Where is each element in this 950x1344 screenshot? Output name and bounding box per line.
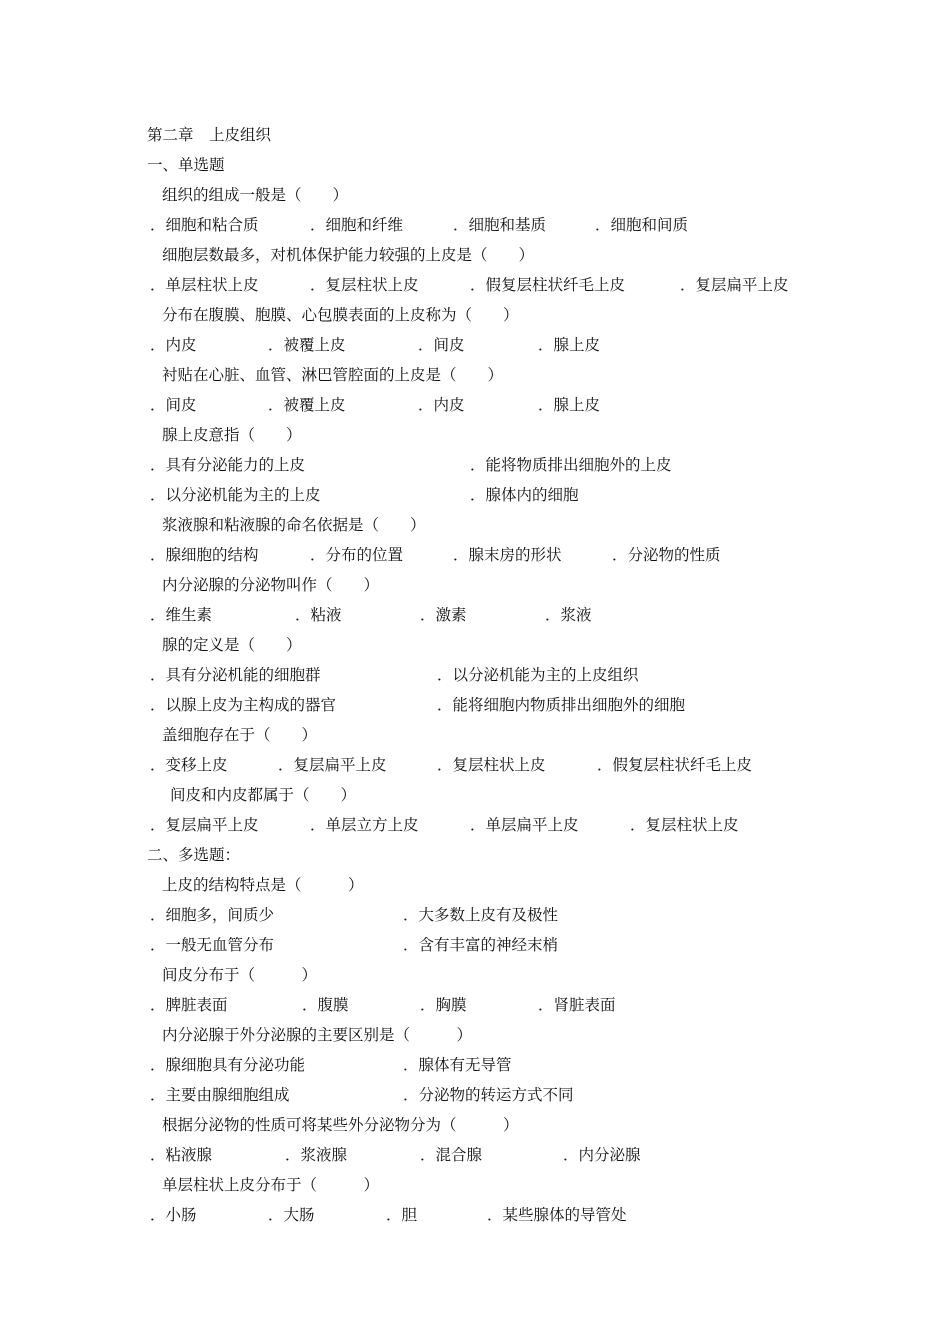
question-stem: 浆液腺和粘液腺的命名依据是（ ）	[162, 516, 426, 534]
option-b: ．大多数上皮有及极性	[403, 906, 559, 924]
option-b: ．能将物质排出细胞外的上皮	[470, 456, 672, 474]
option-c: ．单层扁平上皮	[470, 816, 579, 834]
option-row	[0, 660, 950, 690]
option-row	[0, 750, 950, 780]
option-row	[0, 990, 950, 1020]
option-d: ．某些腺体的导管处	[487, 1206, 627, 1224]
option-d: ．腺上皮	[538, 336, 601, 354]
option-c: ．胆	[386, 1206, 418, 1224]
option-row	[0, 270, 950, 300]
option-a: ．小肠	[150, 1206, 197, 1224]
option-row	[0, 930, 950, 960]
option-d: ．细胞和间质	[595, 216, 689, 234]
option-b: ．腹膜	[302, 996, 349, 1014]
section-heading-multiple-choice: 二、多选题：	[147, 846, 241, 864]
option-row	[0, 480, 950, 510]
option-b: ．单层立方上皮	[310, 816, 419, 834]
option-c: ．以腺上皮为主构成的器官	[150, 696, 337, 714]
option-row	[0, 540, 950, 570]
option-b: ．分布的位置	[310, 546, 404, 564]
option-a: ．脾脏表面	[150, 996, 228, 1014]
option-a: ．单层柱状上皮	[150, 276, 259, 294]
option-a: ．具有分泌能力的上皮	[150, 456, 306, 474]
option-b: ．复层扁平上皮	[278, 756, 387, 774]
option-c: ．一般无血管分布	[150, 936, 275, 954]
chapter-title: 第二章 上皮组织	[147, 126, 272, 144]
option-c: ．激素	[420, 606, 467, 624]
option-c: ．内皮	[418, 396, 465, 414]
option-row	[0, 450, 950, 480]
option-d: ．假复层柱状纤毛上皮	[597, 756, 753, 774]
option-c: ．主要由腺细胞组成	[150, 1086, 290, 1104]
option-a: ．腺细胞具有分泌功能	[150, 1056, 306, 1074]
option-a: ．维生素	[150, 606, 213, 624]
option-d: ．内分泌腺	[563, 1146, 641, 1164]
question-stem: 腺上皮意指（ ）	[162, 426, 302, 444]
option-b: ．大肠	[268, 1206, 315, 1224]
option-c: ．复层柱状上皮	[437, 756, 546, 774]
option-c: ．腺末房的形状	[453, 546, 562, 564]
question-stem: 腺的定义是（ ）	[162, 636, 302, 654]
option-a: ．间皮	[150, 396, 197, 414]
option-d: ．肾脏表面	[538, 996, 616, 1014]
option-b: ．浆液腺	[285, 1146, 348, 1164]
question-stem: 上皮的结构特点是（ ）	[162, 876, 364, 894]
option-d: ．浆液	[545, 606, 592, 624]
option-row	[0, 600, 950, 630]
option-a: ．具有分泌机能的细胞群	[150, 666, 321, 684]
option-row	[0, 900, 950, 930]
option-c: ．细胞和基质	[453, 216, 547, 234]
option-a: ．粘液腺	[150, 1146, 213, 1164]
option-b: ．腺体有无导管	[403, 1056, 512, 1074]
question-stem: 细胞层数最多，对机体保护能力较强的上皮是（ ）	[162, 246, 535, 264]
question-stem: 根据分泌物的性质可将某些外分泌物分为（ ）	[162, 1116, 519, 1134]
option-d: ．腺上皮	[538, 396, 601, 414]
question-stem: 内分泌腺于外分泌腺的主要区别是（ ）	[162, 1026, 473, 1044]
option-b: ．以分泌机能为主的上皮组织	[437, 666, 639, 684]
option-a: ．内皮	[150, 336, 197, 354]
option-row	[0, 330, 950, 360]
option-row	[0, 810, 950, 840]
option-c: ．混合腺	[420, 1146, 483, 1164]
option-c: ．以分泌机能为主的上皮	[150, 486, 321, 504]
option-row	[0, 210, 950, 240]
question-stem: 盖细胞存在于（ ）	[162, 726, 318, 744]
option-a: ．细胞和粘合质	[150, 216, 259, 234]
option-b: ．细胞和纤维	[310, 216, 404, 234]
question-stem: 分布在腹膜、胞膜、心包膜表面的上皮称为（ ）	[162, 306, 519, 324]
option-a: ．细胞多，间质少	[150, 906, 275, 924]
question-stem: 组织的组成一般是（ ）	[162, 186, 349, 204]
option-d: ．复层柱状上皮	[630, 816, 739, 834]
option-row	[0, 1050, 950, 1080]
option-b: ．粘液	[295, 606, 342, 624]
section-heading-single-choice: 一、单选题	[147, 156, 225, 174]
option-b: ．复层柱状上皮	[310, 276, 419, 294]
option-b: ．被覆上皮	[268, 336, 346, 354]
option-a: ．变移上皮	[150, 756, 228, 774]
option-d: ．分泌物的转运方式不同	[403, 1086, 574, 1104]
question-stem: 间皮分布于（ ）	[162, 966, 318, 984]
option-d: ．含有丰富的神经末梢	[403, 936, 559, 954]
option-row	[0, 1200, 950, 1230]
question-stem: 间皮和内皮都属于（ ）	[170, 786, 357, 804]
option-row	[0, 1080, 950, 1110]
option-c: ．假复层柱状纤毛上皮	[470, 276, 626, 294]
option-d: ．能将细胞内物质排出细胞外的细胞	[437, 696, 686, 714]
option-row	[0, 1140, 950, 1170]
question-stem: 内分泌腺的分泌物叫作（ ）	[162, 576, 380, 594]
option-c: ．间皮	[418, 336, 465, 354]
option-d: ．分泌物的性质	[612, 546, 721, 564]
option-b: ．被覆上皮	[268, 396, 346, 414]
option-row	[0, 690, 950, 720]
option-a: ．复层扁平上皮	[150, 816, 259, 834]
option-d: ．复层扁平上皮	[680, 276, 789, 294]
option-d: ．腺体内的细胞	[470, 486, 579, 504]
option-a: ．腺细胞的结构	[150, 546, 259, 564]
option-row	[0, 390, 950, 420]
question-stem: 单层柱状上皮分布于（ ）	[162, 1176, 380, 1194]
question-stem: 衬贴在心脏、血管、淋巴管腔面的上皮是（ ）	[162, 366, 504, 384]
option-c: ．胸膜	[420, 996, 467, 1014]
